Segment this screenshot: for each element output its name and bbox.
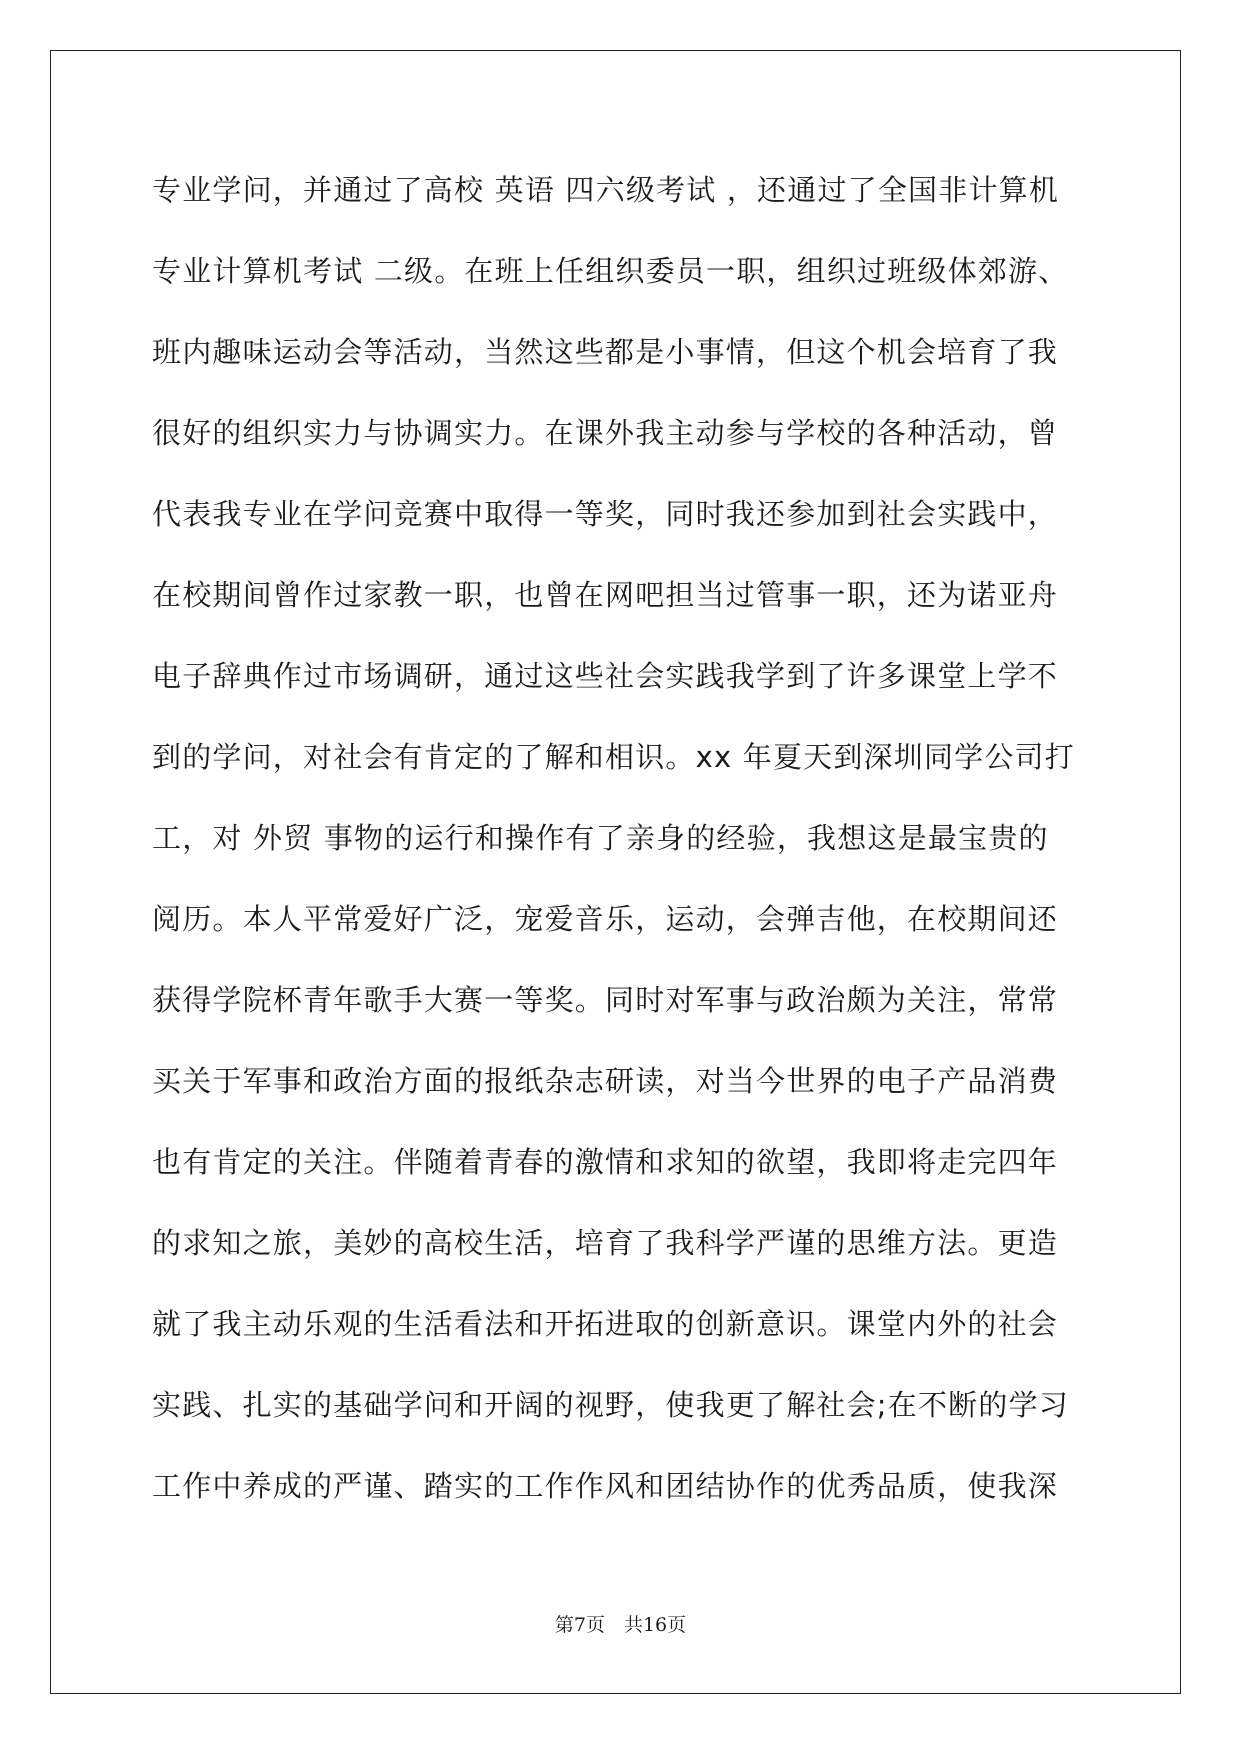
text-line: 实践、扎实的基础学问和开阔的视野，使我更了解社会;在不断的学习 xyxy=(152,1388,1069,1422)
text-line: 到的学问，对社会有肯定的了解和相识。xx 年夏天到深圳同学公司打 xyxy=(152,740,1075,774)
body-text xyxy=(152,160,1092,1537)
text-line: 很好的组织实力与协调实力。在课外我主动参与学校的各种活动，曾 xyxy=(152,416,1059,450)
text-line: 买关于军事和政治方面的报纸杂志研读，对当今世界的电子产品消费 xyxy=(152,1064,1059,1098)
page-number-footer: 第7页 共16页 xyxy=(554,1614,687,1636)
text-line: 代表我专业在学问竞赛中取得一等奖，同时我还参加到社会实践中， xyxy=(152,497,1059,531)
text-line: 电子辞典作过市场调研，通过这些社会实践我学到了许多课堂上学不 xyxy=(152,659,1059,693)
text-line: 的求知之旅，美妙的高校生活，培育了我科学严谨的思维方法。更造 xyxy=(152,1226,1059,1260)
text-line: 获得学院杯青年歌手大赛一等奖。同时对军事与政治颇为关注，常常 xyxy=(152,983,1059,1017)
text-line: 就了我主动乐观的生活看法和开拓进取的创新意识。课堂内外的社会 xyxy=(152,1307,1059,1341)
text-line: 工作中养成的严谨、踏实的工作作风和团结协作的优秀品质，使我深 xyxy=(152,1469,1059,1503)
text-line: 也有肯定的关注。伴随着青春的激情和求知的欲望，我即将走完四年 xyxy=(152,1145,1059,1179)
text-line: 工，对 外贸 事物的运行和操作有了亲身的经验，我想这是最宝贵的 xyxy=(152,821,1049,855)
text-line: 专业计算机考试 二级。在班上任组织委员一职，组织过班级体郊游、 xyxy=(152,254,1069,288)
text-line: 阅历。本人平常爱好广泛，宠爱音乐，运动，会弹吉他，在校期间还 xyxy=(152,902,1059,936)
text-line: 班内趣味运动会等活动，当然这些都是小事情，但这个机会培育了我 xyxy=(152,335,1059,369)
text-line: 在校期间曾作过家教一职，也曾在网吧担当过管事一职，还为诺亚舟 xyxy=(152,578,1059,612)
text-line: 专业学问，并通过了高校 英语 四六级考试 ，还通过了全国非计算机 xyxy=(152,173,1060,207)
